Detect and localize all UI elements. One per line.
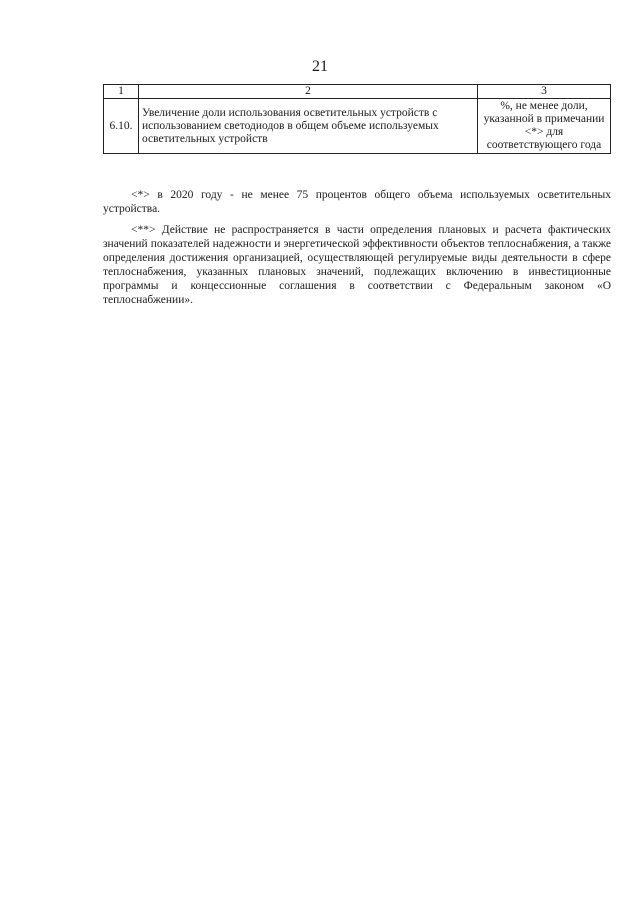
indicators-table [103,84,611,154]
row-description: Увеличение доли использования осветительных устройств с использованием светодиодов в общем объеме используемых осветительных устройств [139,99,478,154]
header-col-1: 1 [104,85,139,99]
header-col-2: 2 [139,85,478,99]
header-col-3: 3 [478,85,611,99]
table-header-row [104,85,611,99]
footnote-double-asterisk: <**> Действие не распространяется в части определения плановых и расчета фактических значений показателей надежности и энергетической эффективности объектов теплоснабжения, а также определения достижения организацией, осуществляющей регулируемые виды деятельности в сфере теплоснабжения, указанных плановых значений, подлежащих включению в инвестиционные программы и концессионные соглашения в соответствии с Федеральным законом «О теплоснабжении». [103,224,611,306]
page-number: 21 [312,58,328,75]
row-unit: %, не менее доли, указанной в примечании <*> для соответствующего года [478,99,611,154]
table-row [104,99,611,154]
row-number: 6.10. [104,99,139,154]
footnote-single-asterisk: <*> в 2020 году - не менее 75 процентов общего объема используемых осветительных устройства. [103,189,611,215]
